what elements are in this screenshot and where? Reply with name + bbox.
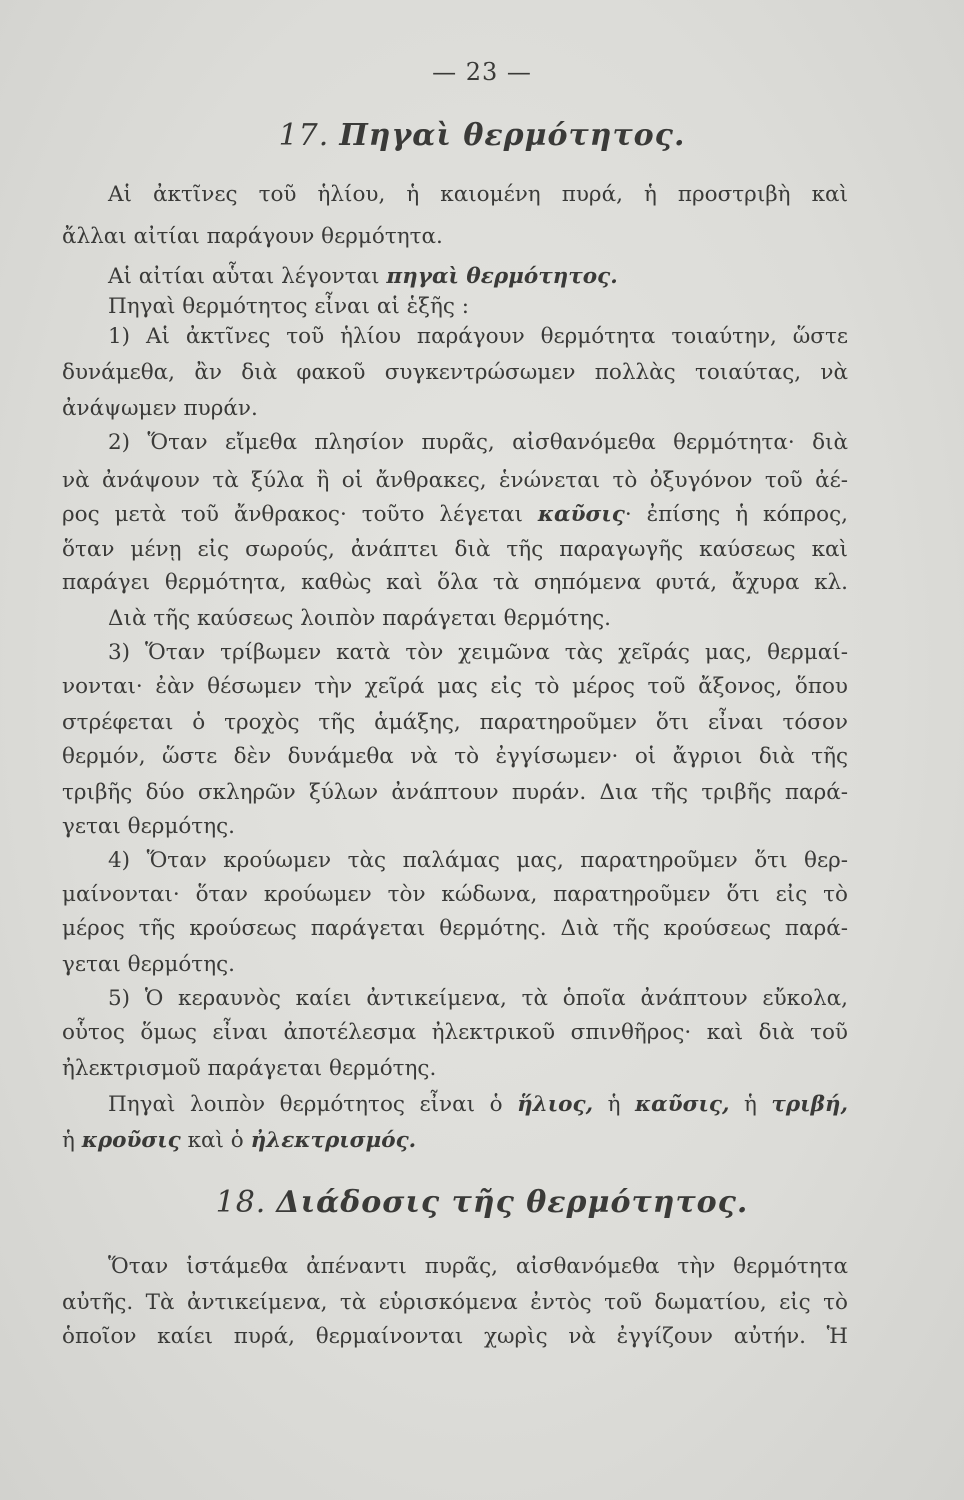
text-line: Πηγαὶ λοιπὸν θερμότητος εἶναι ὁ ἥλιος, ἡ καῦσις, ἡ τριβή, bbox=[108, 1092, 848, 1117]
emphasis: κροῦσις bbox=[81, 1128, 181, 1153]
text-line: ἀνάψωμεν πυράν. bbox=[62, 396, 258, 421]
section-heading-18 bbox=[0, 1185, 964, 1220]
text-line: μέρος τῆς κρούσεως παράγεται θερμότης. Διὰ τῆς κρούσεως παρά- bbox=[62, 916, 848, 941]
section-number: 18. bbox=[215, 1185, 267, 1220]
text-line: νὰ ἀνάψουν τὰ ξύλα ἢ οἱ ἄνθρακες, ἑνώνεται τὸ ὀξυγόνον τοῦ ἀέ- bbox=[62, 468, 848, 493]
text-line: οὗτος ὅμως εἶναι ἀποτέλεσμα ἠλεκτρικοῦ σπινθῆρος· καὶ διὰ τοῦ bbox=[62, 1020, 848, 1045]
text-line: στρέφεται ὁ τροχὸς τῆς ἁμάξης, παρατηροῦμεν ὅτι εἶναι τόσον bbox=[62, 710, 848, 735]
text-line: μαίνονται· ὅταν κρούωμεν τὸν κώδωνα, παρατηροῦμεν ὅτι εἰς τὸ bbox=[62, 882, 848, 907]
text-line: γεται θερμότης. bbox=[62, 814, 235, 839]
emphasis: καῦσις bbox=[537, 502, 625, 527]
text-line: ἄλλαι αἰτίαι παράγουν θερμότητα. bbox=[62, 224, 443, 249]
emphasis: καῦσις, bbox=[635, 1092, 730, 1117]
section-title: Πηγαὶ θερμότητος. bbox=[339, 118, 686, 153]
text-line: Αἱ αἰτίαι αὗται λέγονται πηγαὶ θερμότητος. bbox=[108, 264, 618, 289]
emphasis: τριβή, bbox=[771, 1092, 848, 1117]
page-number: — 23 — bbox=[432, 58, 532, 86]
section-number: 17. bbox=[278, 118, 330, 153]
text-line: ρος μετὰ τοῦ ἄνθρακος· τοῦτο λέγεται καῦσις· ἐπίσης ἡ κόπρος, bbox=[62, 502, 849, 527]
emphasis: ἠλεκτρισμός. bbox=[250, 1128, 417, 1153]
text-line: ἡ κροῦσις καὶ ὁ ἠλεκτρισμός. bbox=[62, 1128, 417, 1153]
text-line: γεται θερμότης. bbox=[62, 952, 235, 977]
text-line: νονται· ἐὰν θέσωμεν τὴν χεῖρά μας εἰς τὸ μέρος τοῦ ἄξονος, ὅπου bbox=[62, 674, 848, 699]
text-line: 4) Ὅταν κρούωμεν τὰς παλάμας μας, παρατηροῦμεν ὅτι θερ- bbox=[108, 848, 848, 873]
text-line: παράγει θερμότητα, καθὼς καὶ ὅλα τὰ σηπόμενα φυτά, ἄχυρα κλ. bbox=[62, 570, 848, 595]
text-line: Ὅταν ἱστάμεθα ἀπέναντι πυρᾶς, αἰσθανόμεθα τὴν θερμότητα bbox=[108, 1254, 848, 1279]
text-line: Διὰ τῆς καύσεως λοιπὸν παράγεται θερμότης. bbox=[108, 606, 611, 631]
emphasis: ἥλιος, bbox=[517, 1092, 594, 1117]
text-line: δυνάμεθα, ἂν διὰ φακοῦ συγκεντρώσωμεν πολλὰς τοιαύτας, νὰ bbox=[62, 360, 848, 385]
text-line: 5) Ὁ κεραυνὸς καίει ἀντικείμενα, τὰ ὁποῖα ἀνάπτουν εὔκολα, bbox=[108, 986, 848, 1011]
text-line: 2) Ὅταν εἴμεθα πλησίον πυρᾶς, αἰσθανόμεθα θερμότητα· διὰ bbox=[108, 430, 848, 455]
section-heading-17 bbox=[0, 118, 964, 153]
text-line: θερμόν, ὥστε δὲν δυνάμεθα νὰ τὸ ἐγγίσωμεν· οἱ ἄγριοι διὰ τῆς bbox=[62, 744, 848, 769]
section-title: Διάδοσις τῆς θερμότητος. bbox=[276, 1185, 749, 1220]
text-line: τριβῆς δύο σκληρῶν ξύλων ἀνάπτουν πυράν. Δια τῆς τριβῆς παρά- bbox=[62, 780, 848, 805]
text-line: 1) Αἱ ἀκτῖνες τοῦ ἡλίου παράγουν θερμότητα τοιαύτην, ὥστε bbox=[108, 324, 848, 349]
text-line: Πηγαὶ θερμότητος εἶναι αἱ ἑξῆς : bbox=[108, 294, 469, 319]
text-line: ὁποῖον καίει πυρά, θερμαίνονται χωρὶς νὰ ἐγγίζουν αὐτήν. Ἡ bbox=[62, 1324, 848, 1349]
emphasis: πηγαὶ θερμότητος. bbox=[386, 264, 618, 289]
text-line: αὐτῆς. Τὰ ἀντικείμενα, τὰ εὑρισκόμενα ἐντὸς τοῦ δωματίου, εἰς τὸ bbox=[62, 1290, 848, 1315]
text-line: ὅταν μένῃ εἰς σωρούς, ἀνάπτει διὰ τῆς παραγωγῆς καύσεως καὶ bbox=[62, 537, 848, 562]
text-line: 3) Ὅταν τρίβωμεν κατὰ τὸν χειμῶνα τὰς χεῖράς μας, θερμαί- bbox=[108, 640, 848, 665]
text-line: ἠλεκτρισμοῦ παράγεται θερμότης. bbox=[62, 1056, 437, 1081]
text-line: Αἱ ἀκτῖνες τοῦ ἡλίου, ἡ καιομένη πυρά, ἡ προστριβὴ καὶ bbox=[108, 182, 848, 207]
